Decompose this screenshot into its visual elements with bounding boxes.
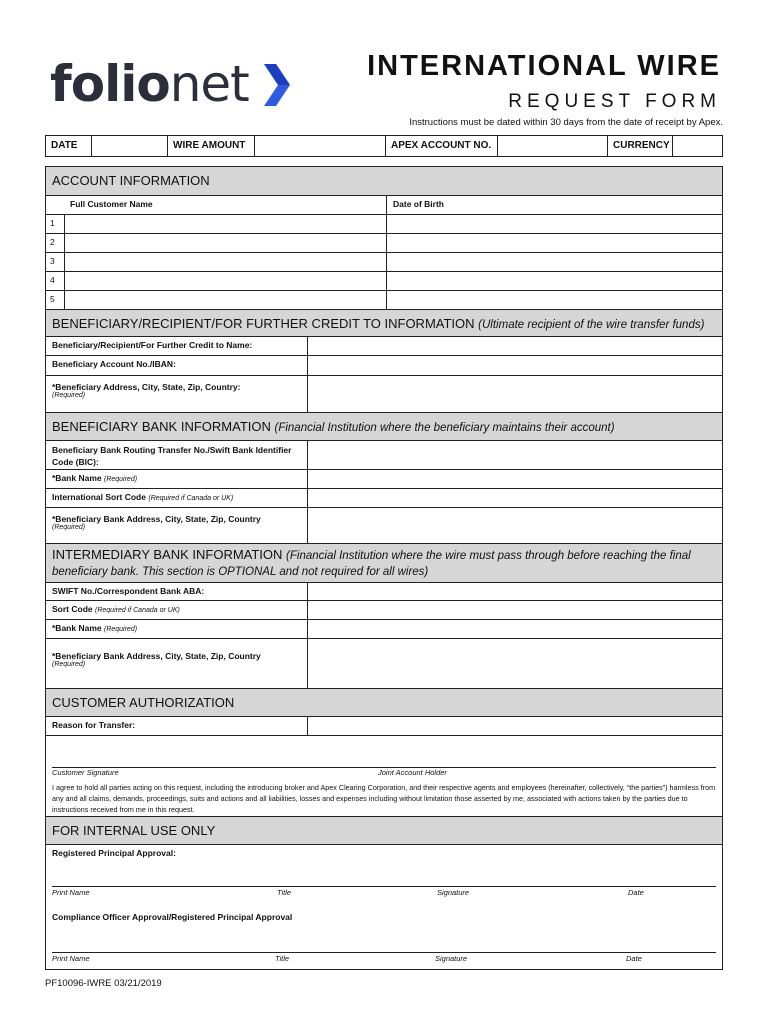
section-beneficiary: BENEFICIARY/RECIPIENT/FOR FURTHER CREDIT TO INFORMATION (Ultimate recipient of the wire transfer funds) (46, 310, 722, 337)
print-name-caption: Print Name (52, 888, 90, 897)
bank-address-row (46, 508, 722, 544)
date-caption: Date (626, 954, 642, 963)
section-intermediary-bank: INTERMEDIARY BANK INFORMATION (Financial Institution where the wire must pass through before reaching the final beneficiary bank. This section is OPTIONAL and not required for all wires) (46, 544, 722, 583)
account-row: 4 (46, 272, 722, 291)
beneficiary-account-row (46, 356, 722, 376)
customer-signature-caption: Customer Signature (52, 768, 119, 777)
apex-account-label: APEX ACCOUNT NO. (386, 136, 498, 156)
reason-label: Reason for Transfer: (52, 720, 136, 730)
compliance-signature-line[interactable] (52, 952, 716, 953)
account-header-row (46, 196, 722, 215)
bank-routing-row (46, 441, 722, 470)
rp-signature-line[interactable] (52, 886, 716, 887)
swift-row (46, 583, 722, 601)
reason-field[interactable] (307, 717, 722, 735)
bank-address-field[interactable] (307, 508, 722, 543)
bank-address-label: *Beneficiary Bank Address, City, State, Zip, Country (Required) (52, 514, 261, 531)
joint-holder-caption: Joint Account Holder (378, 768, 447, 777)
beneficiary-name-field[interactable] (307, 337, 722, 355)
beneficiary-account-field[interactable] (307, 356, 722, 375)
dob-field[interactable] (386, 253, 722, 271)
date-caption: Date (628, 888, 644, 897)
reason-row (46, 717, 722, 736)
section-account-information: ACCOUNT INFORMATION (46, 167, 722, 196)
customer-name-field[interactable] (64, 272, 386, 290)
dob-field[interactable] (386, 234, 722, 252)
print-name-caption: Print Name (52, 954, 90, 963)
sort-code-label: International Sort Code (Required if Canada or UK) (52, 492, 234, 502)
beneficiary-address-row (46, 376, 722, 413)
dob-field[interactable] (386, 291, 722, 309)
dob-field[interactable] (386, 215, 722, 233)
section-beneficiary-bank: BENEFICIARY BANK INFORMATION (Financial Institution where the beneficiary maintains their account) (46, 413, 722, 441)
legal-disclaimer: I agree to hold all parties acting on this request, including the introducing broker and Apex Clearing Corporation, and their respective agents and employees (hereinafter, collectively, “the parties”) harmless from any and all claims, demands, proceedings, suits and actions and all liabilities, losses and expenses including without limitation those asserted by me, associated with actions taken by the parties due to instructions received from me in this request. (52, 783, 716, 815)
sort-code-row (46, 489, 722, 508)
wire-amount-field[interactable] (255, 136, 386, 156)
bank-name-field[interactable] (307, 470, 722, 488)
customer-name-field[interactable] (64, 253, 386, 271)
int-bank-address-row (46, 639, 722, 689)
form-subtitle: REQUEST FORM (508, 91, 721, 112)
chevron-right-icon (262, 62, 292, 108)
date-label: DATE (46, 136, 92, 156)
form-code: PF10096-IWRE 03/21/2019 (45, 978, 162, 989)
signature-caption: Signature (437, 888, 470, 897)
date-field[interactable] (92, 136, 168, 156)
sort-code-field[interactable] (307, 489, 722, 507)
int-sort-code-row (46, 601, 722, 620)
dob-header: Date of Birth (386, 196, 722, 214)
instructions-text: Instructions must be dated within 30 days from the date of receipt by Apex. (409, 117, 723, 128)
folionet-logo (50, 56, 249, 112)
int-bank-address-label: *Beneficiary Bank Address, City, State, Zip, Country (Required) (52, 651, 261, 668)
section-customer-authorization: CUSTOMER AUTHORIZATION (46, 689, 722, 717)
dob-field[interactable] (386, 272, 722, 290)
customer-name-field[interactable] (64, 234, 386, 252)
title-caption: Title (277, 888, 292, 897)
int-bank-address-field[interactable] (307, 639, 722, 688)
account-row: 2 (46, 234, 722, 253)
form-title: INTERNATIONAL WIRE (367, 50, 721, 82)
apex-account-field[interactable] (498, 136, 608, 156)
bank-name-row (46, 470, 722, 489)
rp-approval-label: Registered Principal Approval: (52, 848, 176, 858)
int-bank-name-row (46, 620, 722, 639)
account-row: 1 (46, 215, 722, 234)
top-info-row (45, 135, 723, 157)
account-row: 5 (46, 291, 722, 310)
beneficiary-name-label: Beneficiary/Recipient/For Further Credit to Name: (52, 340, 253, 350)
swift-label: SWIFT No./Correspondent Bank ABA: (52, 586, 205, 596)
wire-amount-label: WIRE AMOUNT (168, 136, 255, 156)
section-internal-use: FOR INTERNAL USE ONLY (46, 817, 722, 845)
signature-caption: Signature (435, 954, 468, 963)
currency-label: CURRENCY (608, 136, 673, 156)
int-bank-name-label: *Bank Name (Required) (52, 623, 138, 633)
customer-name-field[interactable] (64, 215, 386, 233)
int-sort-code-label: Sort Code (Required if Canada or UK) (52, 604, 180, 614)
account-row: 3 (46, 253, 722, 272)
currency-field[interactable] (673, 136, 722, 156)
full-name-header: Full Customer Name (70, 199, 153, 209)
int-sort-code-field[interactable] (307, 601, 722, 619)
wire-request-form (45, 166, 723, 970)
beneficiary-address-label: *Beneficiary Address, City, State, Zip, Country: (Required) (52, 382, 241, 399)
bank-routing-field[interactable] (307, 441, 722, 469)
swift-field[interactable] (307, 583, 722, 600)
beneficiary-address-field[interactable] (307, 376, 722, 412)
beneficiary-name-row (46, 337, 722, 356)
logo-wordmark: folionet (50, 55, 249, 113)
bank-routing-label: Beneficiary Bank Routing Transfer No./Swift Bank Identifier Code (BIC): (52, 445, 292, 468)
customer-name-field[interactable] (64, 291, 386, 309)
beneficiary-account-label: Beneficiary Account No./IBAN: (52, 359, 176, 369)
compliance-approval-label: Compliance Officer Approval/Registered Principal Approval (52, 912, 293, 922)
int-bank-name-field[interactable] (307, 620, 722, 638)
signature-block (46, 736, 722, 817)
title-caption: Title (275, 954, 290, 963)
bank-name-label: *Bank Name (Required) (52, 473, 138, 483)
